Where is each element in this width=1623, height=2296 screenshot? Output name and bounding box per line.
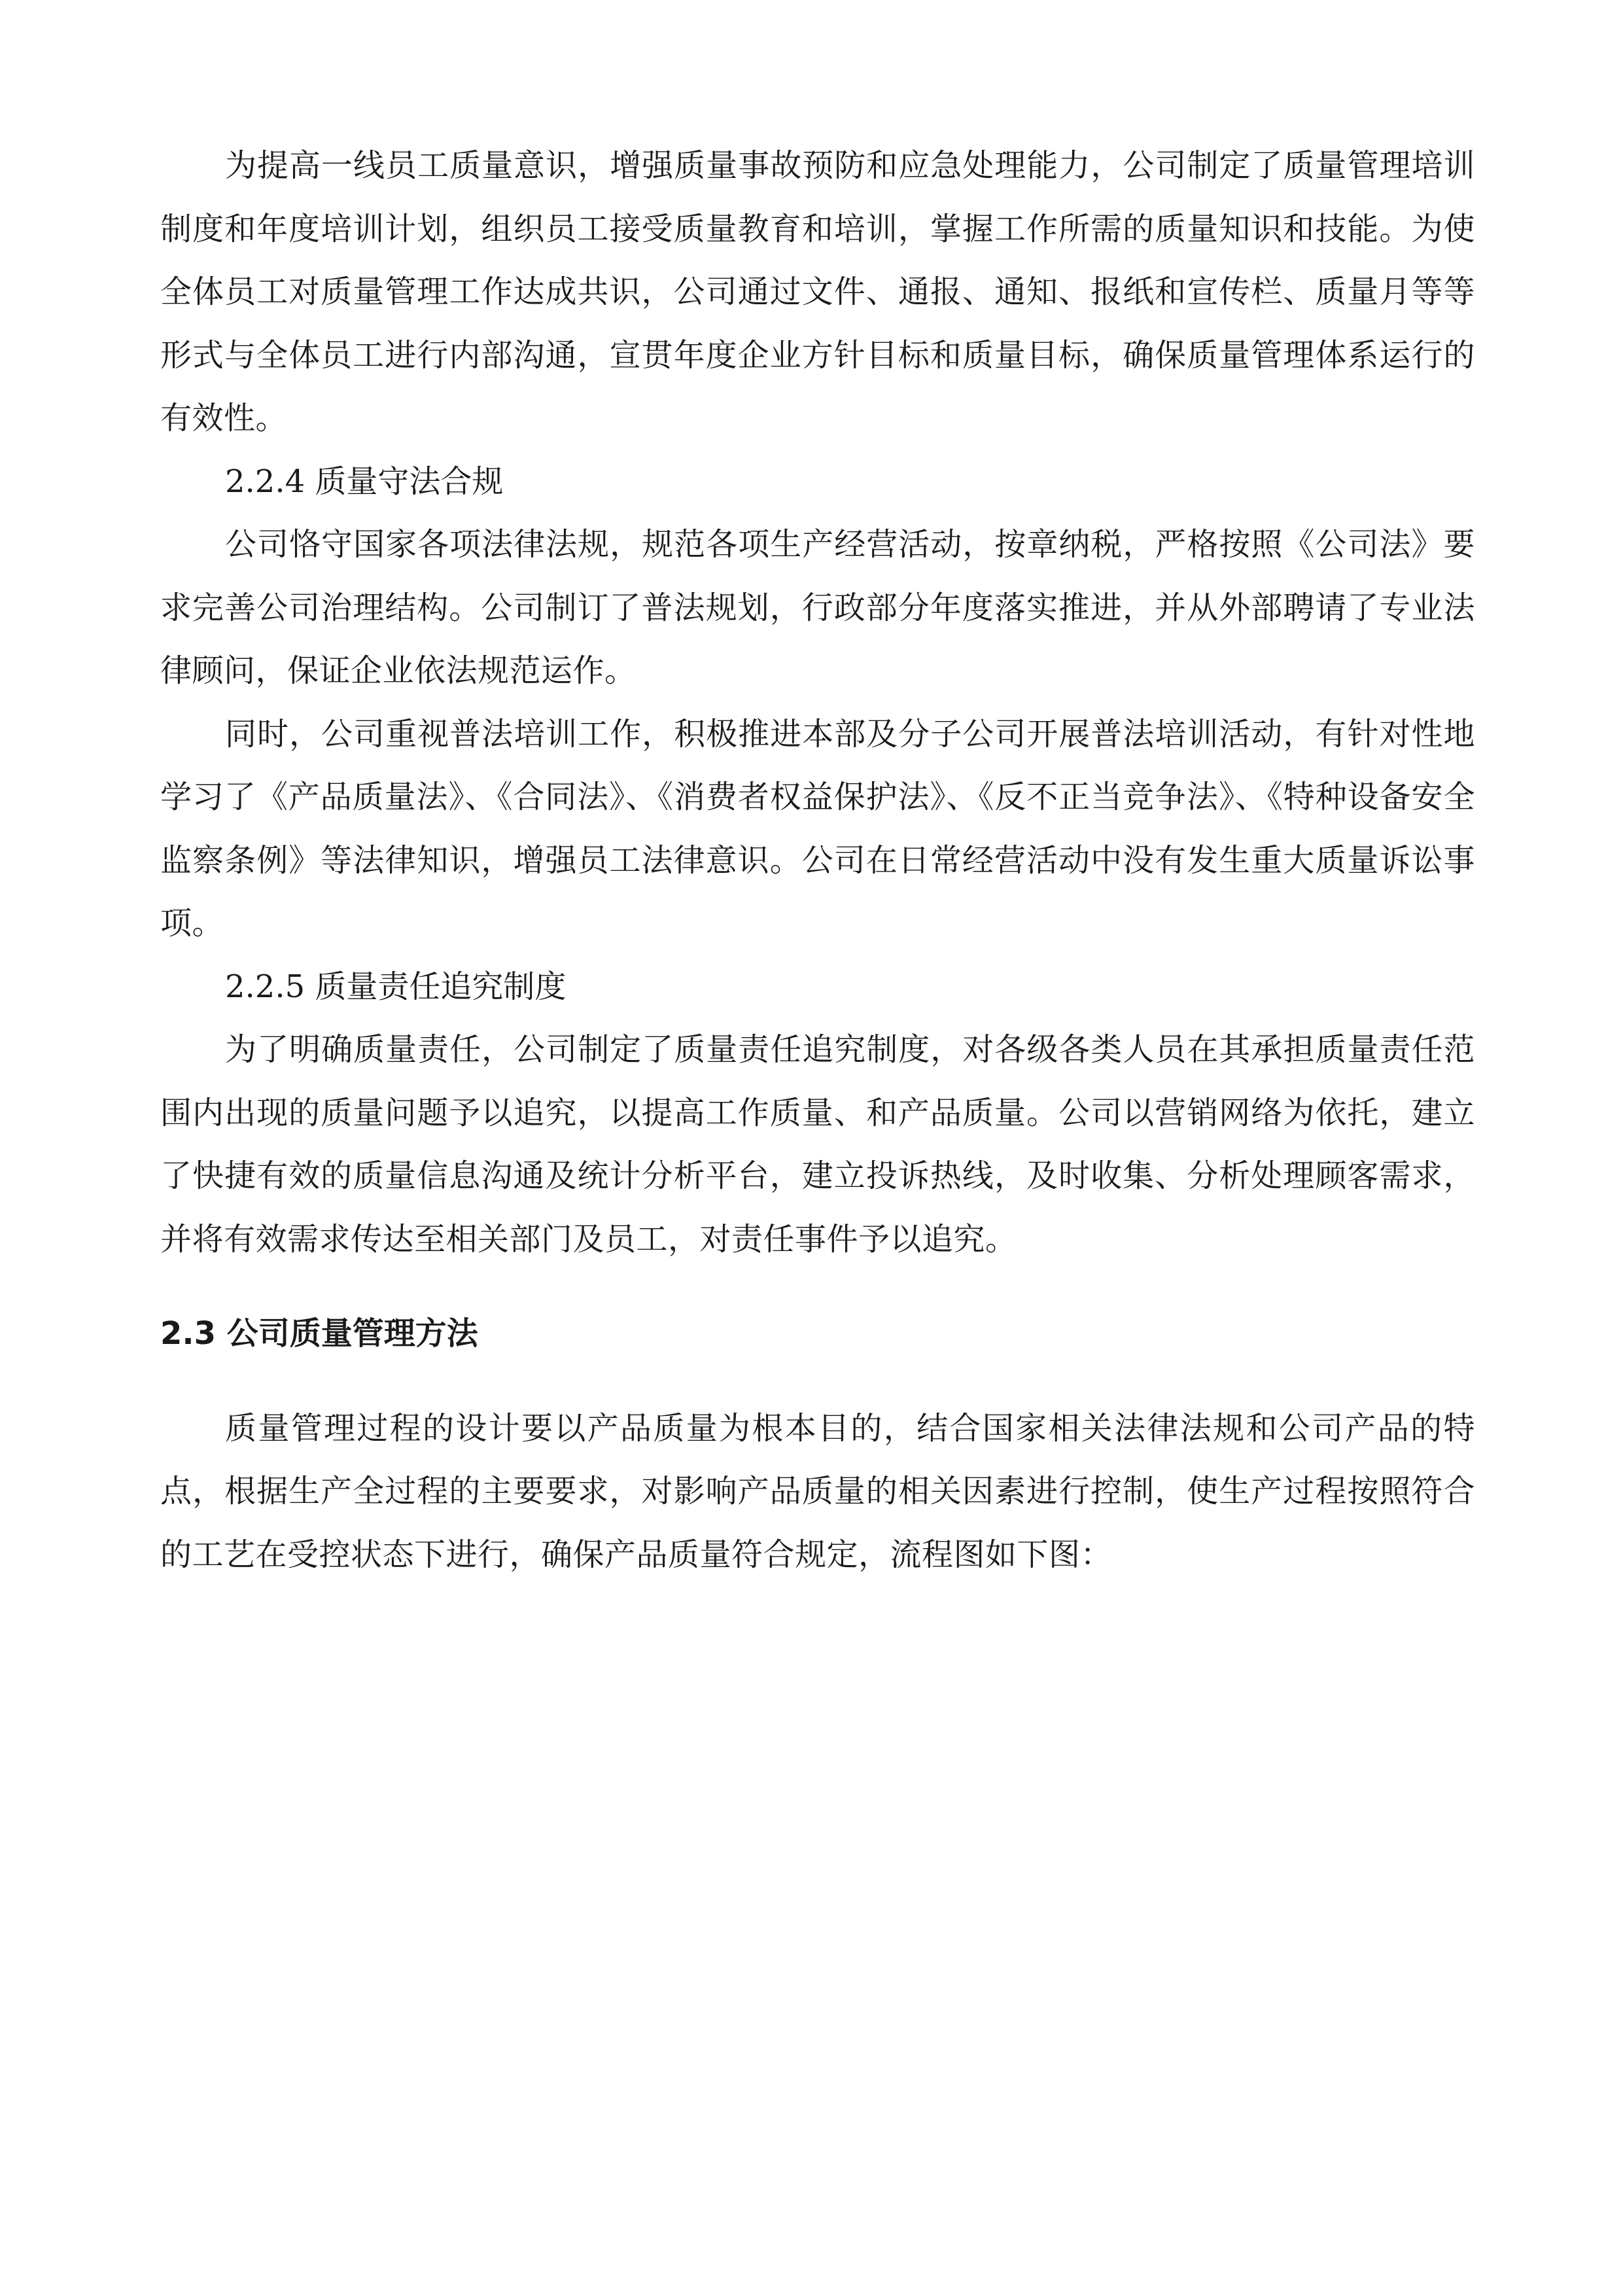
heading-2-2-5: 2.2.5 质量责任追究制度 xyxy=(225,968,567,1005)
heading-2-2-4: 2.2.4 质量守法合规 xyxy=(225,463,504,500)
paragraph-legal-training: 同时，公司重视普法培训工作，积极推进本部及分子公司开展普法培训活动，有针对性地学习了《产品质量法》、《合同法》、《消费者权益保护法》、《反不正当竞争法》、《特种设备安全监察条例》等法律知识，增强员工法律意识。公司在日常经营活动中没有发生重大质量诉讼事项。 xyxy=(160,715,1475,942)
heading-2-3: 2.3 公司质量管理方法 xyxy=(160,1315,478,1352)
paragraph-quality-method: 质量管理过程的设计要以产品质量为根本目的，结合国家相关法律法规和公司产品的特点，根据生产全过程的主要要求，对影响产品质量的相关因素进行控制，使生产过程按照符合的工艺在受控状态下进行，确保产品质量符合规定，流程图如下图： xyxy=(160,1409,1475,1573)
paragraph-compliance: 公司恪守国家各项法律法规，规范各项生产经营活动，按章纳税，严格按照《公司法》要求完善公司治理结构。公司制订了普法规划，行政部分年度落实推进，并从外部聘请了专业法律顾问，保证企业依法规范运作。 xyxy=(160,526,1475,689)
paragraph-accountability: 为了明确质量责任，公司制定了质量责任追究制度，对各级各类人员在其承担质量责任范围内出现的质量问题予以追究，以提高工作质量、和产品质量。公司以营销网络为依托，建立了快捷有效的质量信息沟通及统计分析平台，建立投诉热线，及时收集、分析处理顾客需求，并将有效需求传达至相关部门及员工，对责任事件予以追究。 xyxy=(160,1031,1475,1258)
document-page xyxy=(160,134,1475,1586)
paragraph-training: 为提高一线员工质量意识，增强质量事故预防和应急处理能力，公司制定了质量管理培训制度和年度培训计划，组织员工接受质量教育和培训，掌握工作所需的质量知识和技能。为使全体员工对质量管理工作达成共识，公司通过文件、通报、通知、报纸和宣传栏、质量月等等形式与全体员工进行内部沟通，宣贯年度企业方针目标和质量目标，确保质量管理体系运行的有效性。 xyxy=(160,147,1475,436)
